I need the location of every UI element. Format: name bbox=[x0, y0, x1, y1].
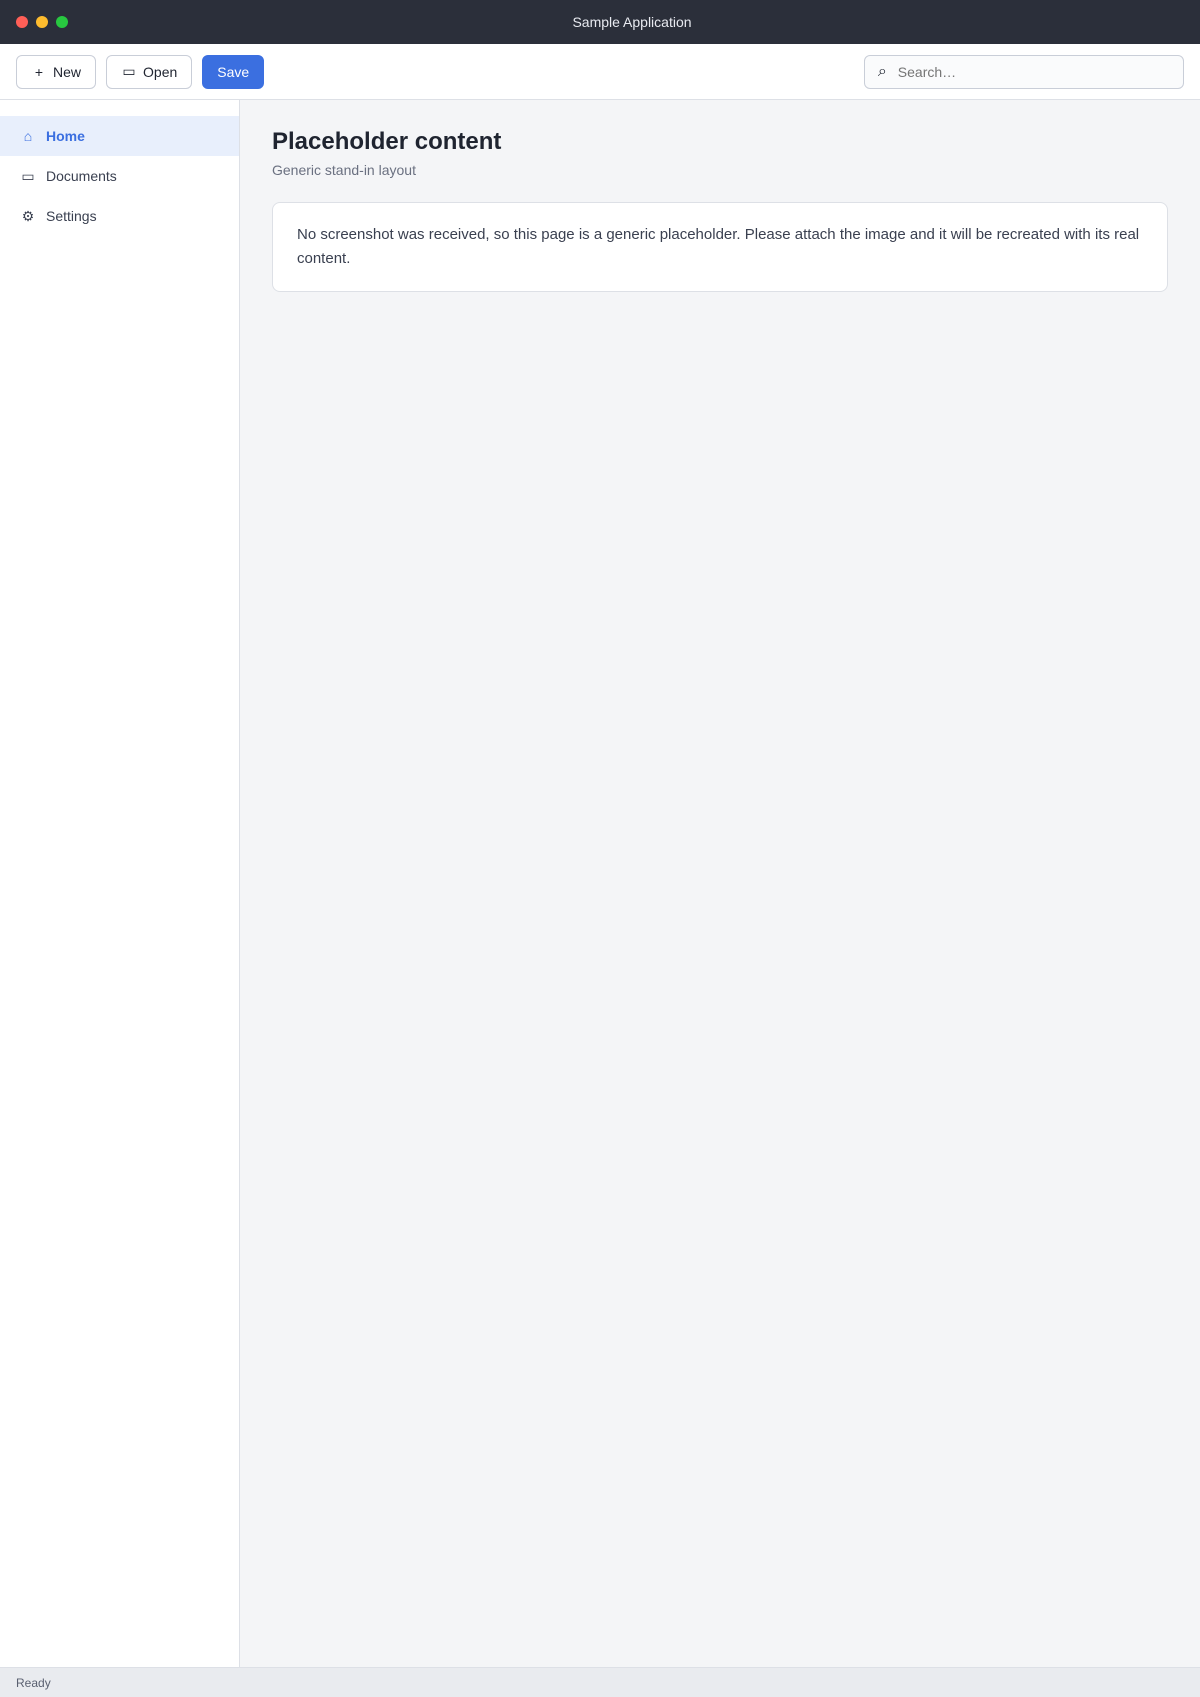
sidebar-item-label: Home bbox=[46, 128, 85, 144]
new-button[interactable] bbox=[16, 55, 96, 89]
folder-icon: ▭ bbox=[122, 63, 136, 79]
status-text: Ready bbox=[16, 1675, 51, 1690]
content-area bbox=[0, 100, 1200, 1667]
gear-icon: ⚙ bbox=[21, 207, 35, 224]
search-input[interactable] bbox=[898, 64, 1173, 80]
page-subtitle: Generic stand-in layout bbox=[272, 162, 416, 178]
open-button[interactable] bbox=[106, 55, 192, 89]
sidebar-item-label: Documents bbox=[46, 168, 117, 184]
window-controls bbox=[16, 16, 68, 28]
toolbar bbox=[0, 44, 1200, 100]
close-window-button[interactable] bbox=[16, 16, 28, 28]
sidebar-item-settings[interactable] bbox=[0, 196, 239, 236]
new-button-label: New bbox=[53, 63, 82, 80]
main-panel bbox=[240, 100, 1200, 1667]
title-bar bbox=[0, 0, 1200, 44]
window-title: Sample Application bbox=[572, 14, 692, 30]
notice-message: No screenshot was received, so this page is a generic placeholder. Please attach the image and it will be recreated with its real content. bbox=[297, 226, 1140, 267]
sidebar-item-documents[interactable] bbox=[0, 156, 239, 196]
plus-icon: + bbox=[34, 63, 44, 80]
search-box bbox=[864, 55, 1184, 89]
save-button[interactable] bbox=[202, 55, 264, 89]
sidebar bbox=[0, 100, 240, 1667]
sidebar-item-home[interactable] bbox=[0, 116, 239, 156]
sidebar-item-label: Settings bbox=[46, 208, 97, 224]
home-icon: ⌂ bbox=[23, 128, 33, 144]
save-button-label: Save bbox=[217, 63, 250, 80]
maximize-window-button[interactable] bbox=[56, 16, 68, 28]
open-button-label: Open bbox=[143, 63, 178, 80]
status-bar bbox=[0, 1667, 1200, 1697]
notice-card bbox=[272, 202, 1168, 292]
search-icon: ⌕ bbox=[877, 62, 887, 80]
folder-icon: ▭ bbox=[21, 167, 35, 184]
page-title: Placeholder content bbox=[272, 128, 502, 155]
minimize-window-button[interactable] bbox=[36, 16, 48, 28]
